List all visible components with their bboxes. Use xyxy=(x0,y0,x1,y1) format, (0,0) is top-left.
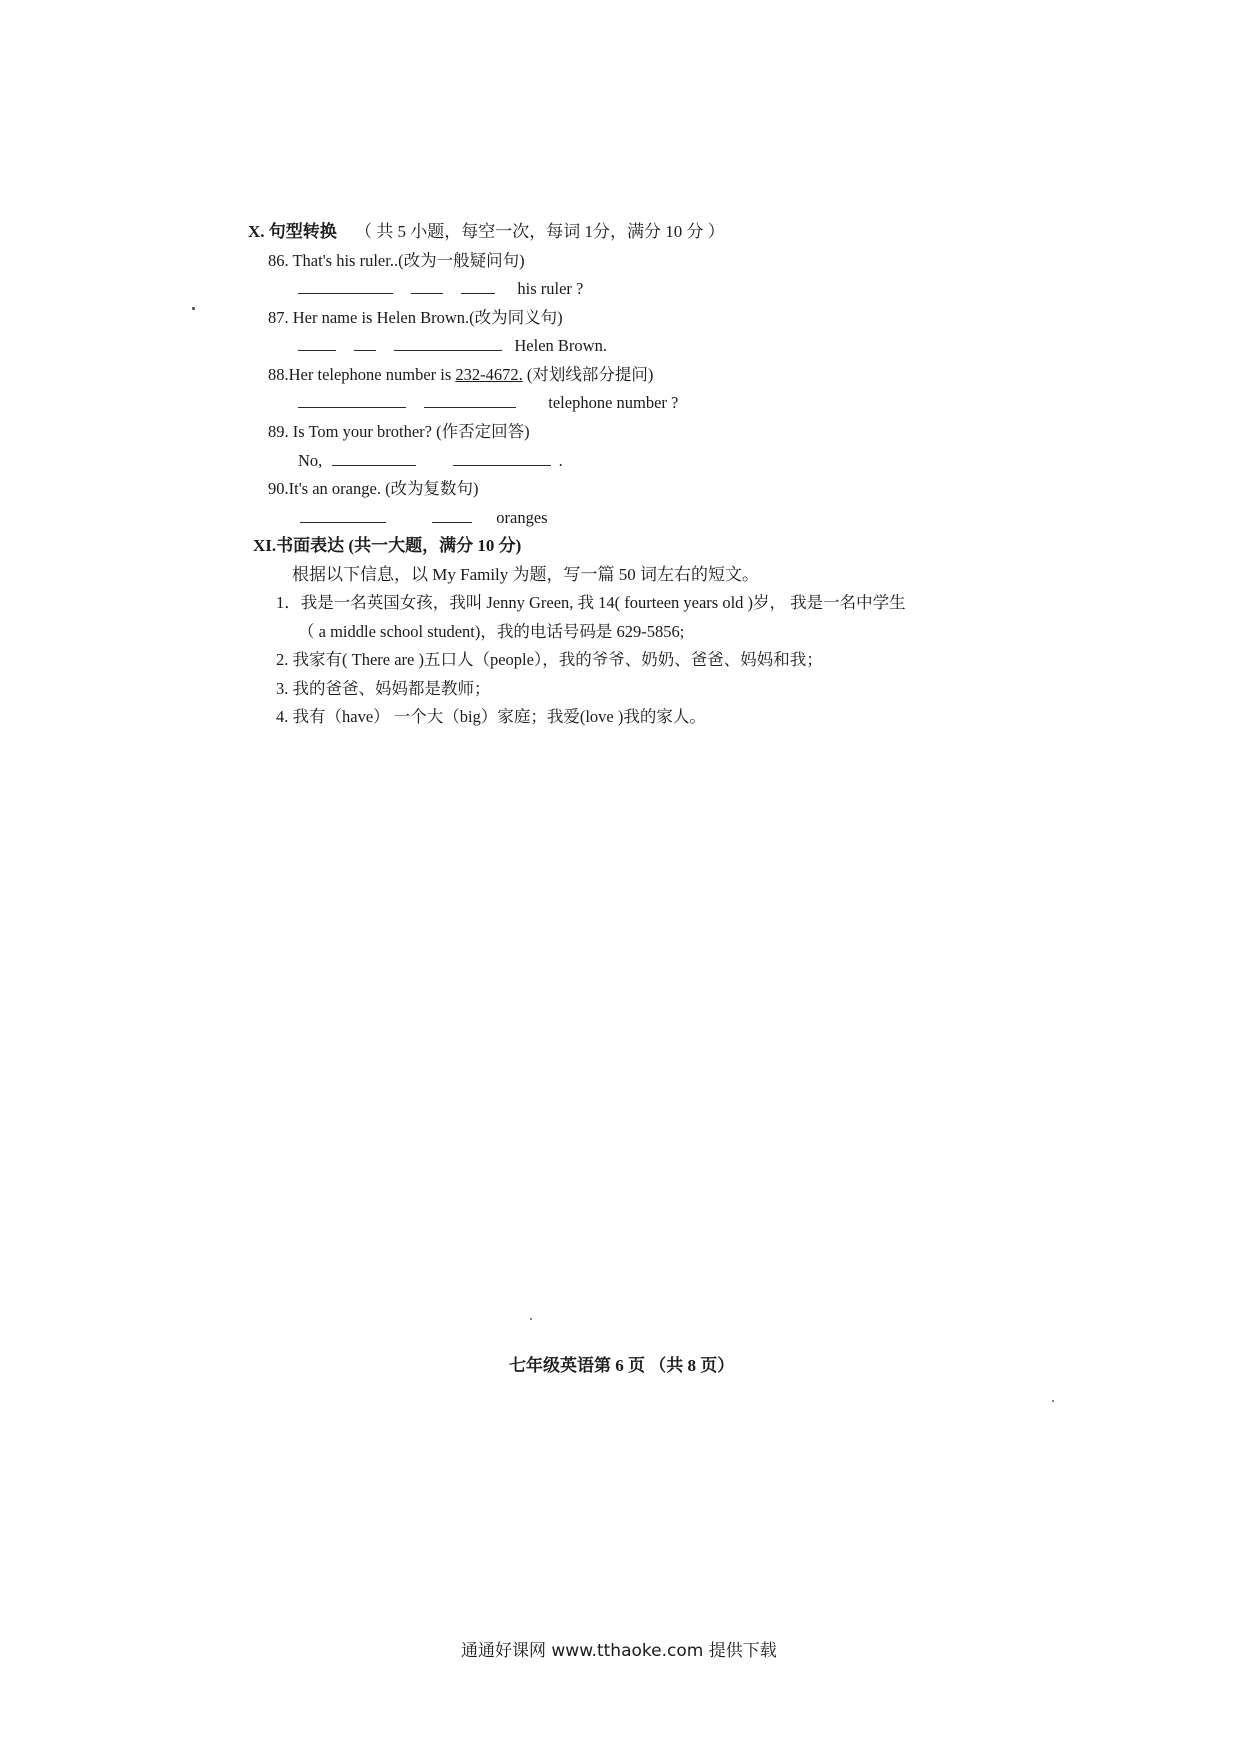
question-88-answer-tail: telephone number ? xyxy=(548,393,679,412)
answer-blank[interactable] xyxy=(300,509,386,523)
page-number-footer: 七年级英语第 6 页 （共 8 页） xyxy=(509,1356,735,1375)
answer-blank[interactable] xyxy=(332,452,416,466)
question-87-prompt: 87. Her name is Helen Brown.(改为同义句) xyxy=(268,308,563,327)
section-xi-task: 根据以下信息，以 My Family 为题，写一篇 50 词左右的短文。 xyxy=(292,565,760,584)
question-88-instruction: (对划线部分提问) xyxy=(522,365,654,384)
section-xi-item: 4. 我有（have） 一个大（big）家庭；我爱(love )我的家人。 xyxy=(276,707,706,726)
question-90-answer xyxy=(300,508,548,528)
section-x-instruction: （ 共 5 小题，每空一次，每词 1分，满分 10 分 ） xyxy=(355,222,725,241)
question-90-prompt: 90.It's an orange. (改为复数句) xyxy=(268,479,479,498)
scan-speck xyxy=(192,307,195,310)
section-xi-item: 1．我是一名英国女孩，我叫 Jenny Green, 我 14( fourteen years old )岁， 我是一名中学生 xyxy=(276,593,906,612)
section-xi-instruction: (共一大题，满分 10 分) xyxy=(348,536,522,555)
answer-blank[interactable] xyxy=(461,280,495,294)
section-x-heading: X. 句型转换 xyxy=(248,222,337,241)
answer-blank[interactable] xyxy=(298,280,393,294)
section-xi-item: 3. 我的爸爸、妈妈都是教师； xyxy=(276,679,491,698)
scan-speck xyxy=(1052,1400,1054,1402)
section-xi-item: （ a middle school student)，我的电话号码是 629-5856; xyxy=(298,622,685,641)
question-90-answer-tail: oranges xyxy=(496,508,548,527)
section-xi-heading-line xyxy=(253,536,521,556)
question-86-answer-tail: his ruler ? xyxy=(517,279,584,298)
section-xi-item: 2. 我家有( There are )五口人（people），我的爷爷、奶奶、爸爸、妈妈和我； xyxy=(276,650,823,669)
question-89-answer-tail: . xyxy=(558,451,563,470)
section-x-heading-line xyxy=(248,222,725,242)
answer-blank[interactable] xyxy=(411,280,443,294)
question-88-prompt-text: 88.Her telephone number is xyxy=(268,365,456,384)
section-xi-heading: XI.书面表达 xyxy=(253,536,345,555)
answer-blank[interactable] xyxy=(298,394,406,408)
answer-blank[interactable] xyxy=(354,337,376,351)
answer-blank[interactable] xyxy=(424,394,516,408)
site-credit-footer: 通通好课网 www.tthaoke.com 提供下载 xyxy=(461,1641,777,1661)
question-86-answer xyxy=(298,279,583,299)
question-87-answer-tail: Helen Brown. xyxy=(514,336,607,355)
question-87-answer xyxy=(298,336,607,356)
answer-blank[interactable] xyxy=(394,337,502,351)
scan-speck xyxy=(530,1318,532,1320)
question-89-prompt: 89. Is Tom your brother? (作否定回答) xyxy=(268,422,530,441)
question-86-prompt: 86. That's his ruler..(改为一般疑问句) xyxy=(268,251,525,270)
question-89-answer xyxy=(298,451,563,471)
answer-blank[interactable] xyxy=(298,337,336,351)
question-89-answer-head: No, xyxy=(298,451,323,470)
answer-blank[interactable] xyxy=(432,509,472,523)
question-88-underlined-part: 232-4672. xyxy=(455,365,523,384)
answer-blank[interactable] xyxy=(453,452,551,466)
question-88-prompt xyxy=(268,365,653,385)
question-88-answer xyxy=(298,393,678,413)
